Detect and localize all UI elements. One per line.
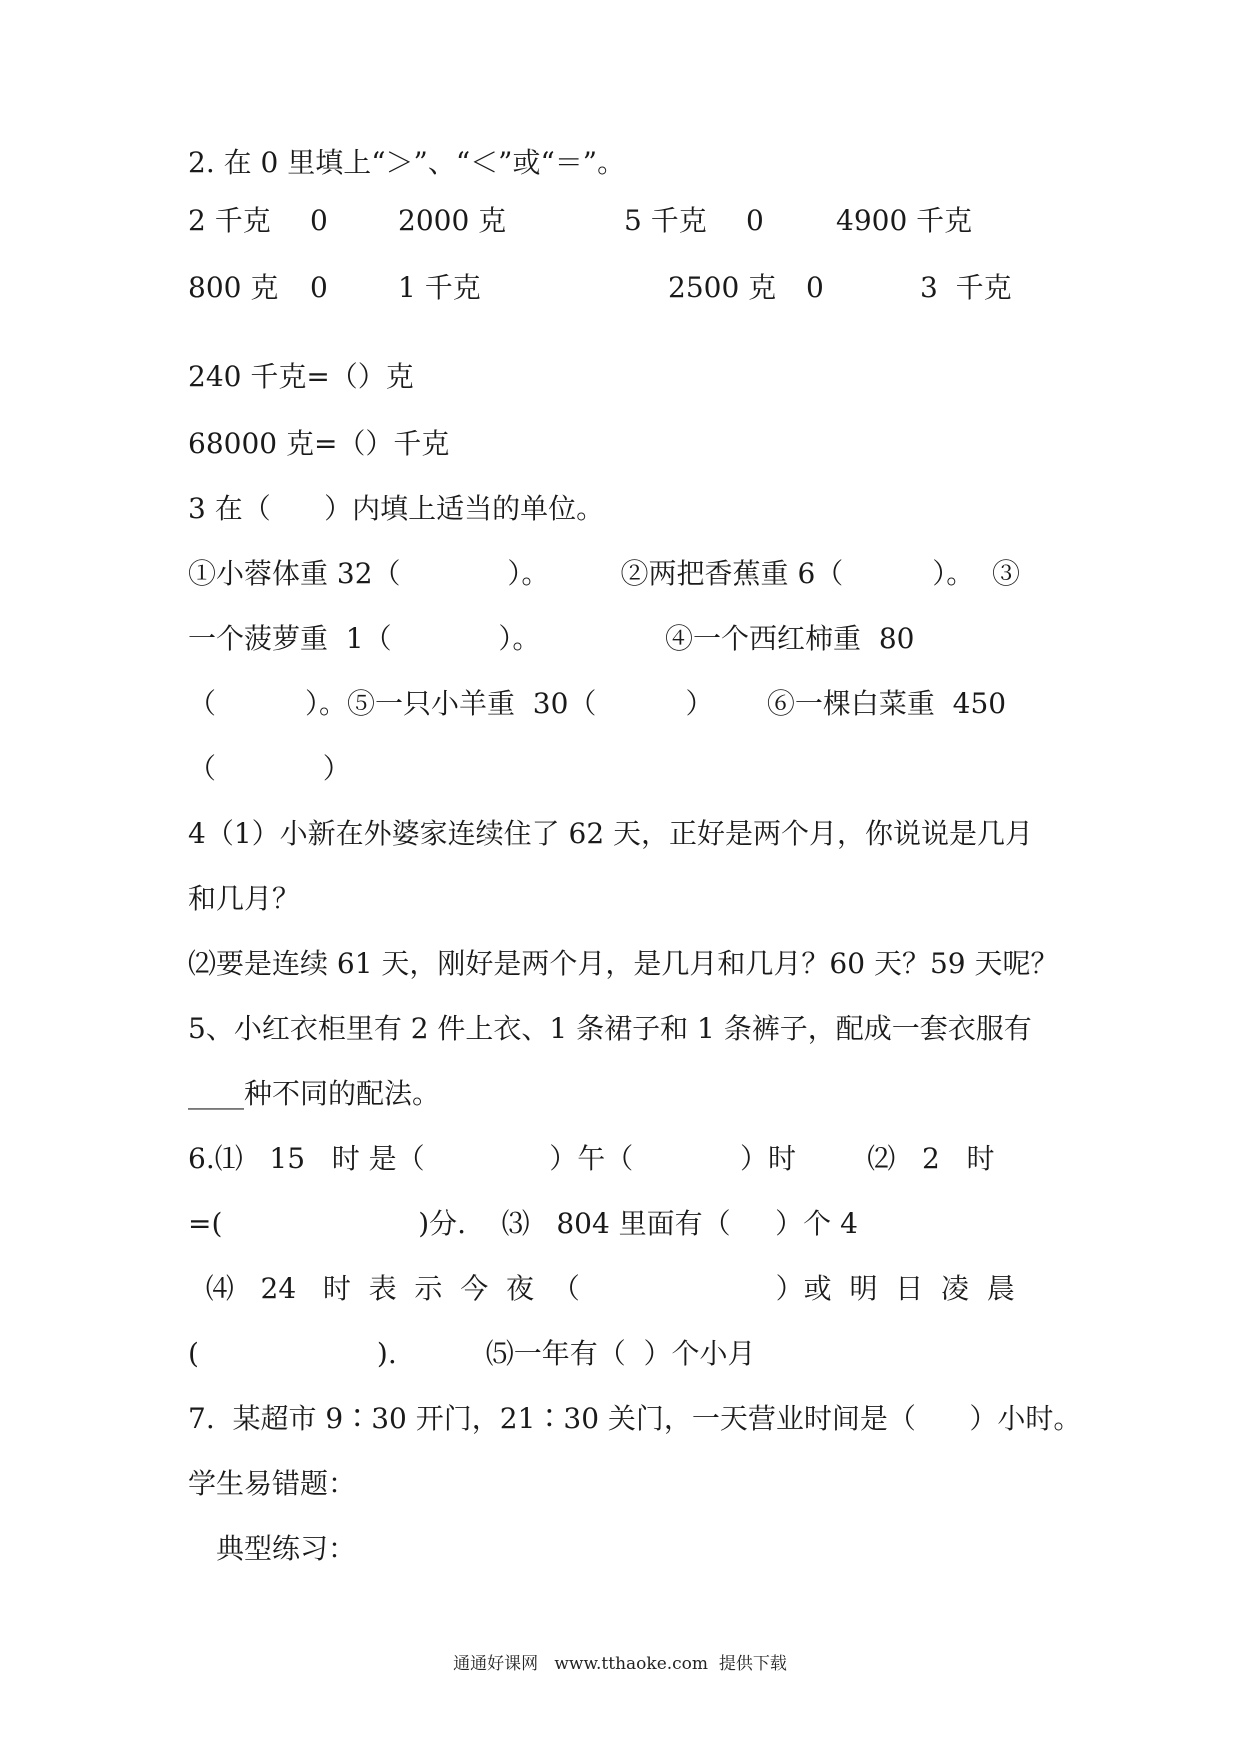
q2-row1-right2: 4900 千克	[836, 204, 973, 237]
q3-line: （ ）	[188, 752, 351, 785]
q2-row2-circle1: 0	[310, 271, 328, 304]
q6-line: ⑷ 24 时 表 示 今 夜 （ ）或 明 日 凌 晨	[188, 1272, 1015, 1305]
q2-row1-circle2: 0	[746, 204, 764, 237]
q7-line: 7. 某超市 9∶30 开门，21∶30 关门，一天营业时间是（ ）小时。	[188, 1402, 1082, 1435]
q6-line: ( ). ⑸一年有（ ）个小月	[188, 1337, 756, 1370]
q3-line: 一个菠萝重 1（ ）。 ④一个西红柿重 80	[188, 622, 915, 655]
footer-credit: 通通好课网 www.tthaoke.com 提供下载	[453, 1654, 787, 1674]
q2-row2-left2: 2500 克	[668, 271, 777, 304]
mistakes-label: 学生易错题：	[188, 1467, 357, 1500]
q4-line: ⑵要是连续 61 天，刚好是两个月，是几月和几月？60 天？59 天呢？	[188, 947, 1059, 980]
q2-row2-right2: 3 千克	[920, 271, 1012, 304]
q3-line: ①小蓉体重 32（ ）。 ②两把香蕉重 6（ ）。 ③	[188, 557, 1021, 590]
q4-line: 和几月？	[188, 882, 301, 915]
q5-line: ____种不同的配法。	[188, 1077, 441, 1110]
practice-label: 典型练习：	[216, 1532, 357, 1565]
q2-line3: 240 千克=（）克	[188, 360, 414, 393]
q2-title: 2. 在 0 里填上“＞”、“＜”或“＝”。	[188, 146, 626, 179]
q2-line4: 68000 克=（）千克	[188, 427, 450, 460]
q2-row2-right: 1 千克	[398, 271, 481, 304]
q2-row2-left: 800 克	[188, 271, 279, 304]
q2-row1-circle1: 0	[310, 204, 328, 237]
q3-line: （ ）。⑤一只小羊重 30（ ） ⑥一棵白菜重 450	[188, 687, 1007, 720]
q6-line: =( )分. ⑶ 804 里面有（ ）个 4	[188, 1207, 858, 1240]
q3-title: 3 在（ ）内填上适当的单位。	[188, 492, 605, 525]
q2-row1-left: 2 千克	[188, 204, 271, 237]
q4-line: 4（1）小新在外婆家连续住了 62 天，正好是两个月，你说说是几月	[188, 817, 1034, 850]
q5-line: 5、小红衣柜里有 2 件上衣、1 条裙子和 1 条裤子，配成一套衣服有	[188, 1012, 1032, 1045]
q2-row1-right: 2000 克	[398, 204, 507, 237]
q6-line: 6.⑴ 15 时 是（ ）午（ ）时 ⑵ 2 时	[188, 1142, 995, 1175]
q2-row2-circle2: 0	[806, 271, 824, 304]
q2-row1-left2: 5 千克	[624, 204, 707, 237]
